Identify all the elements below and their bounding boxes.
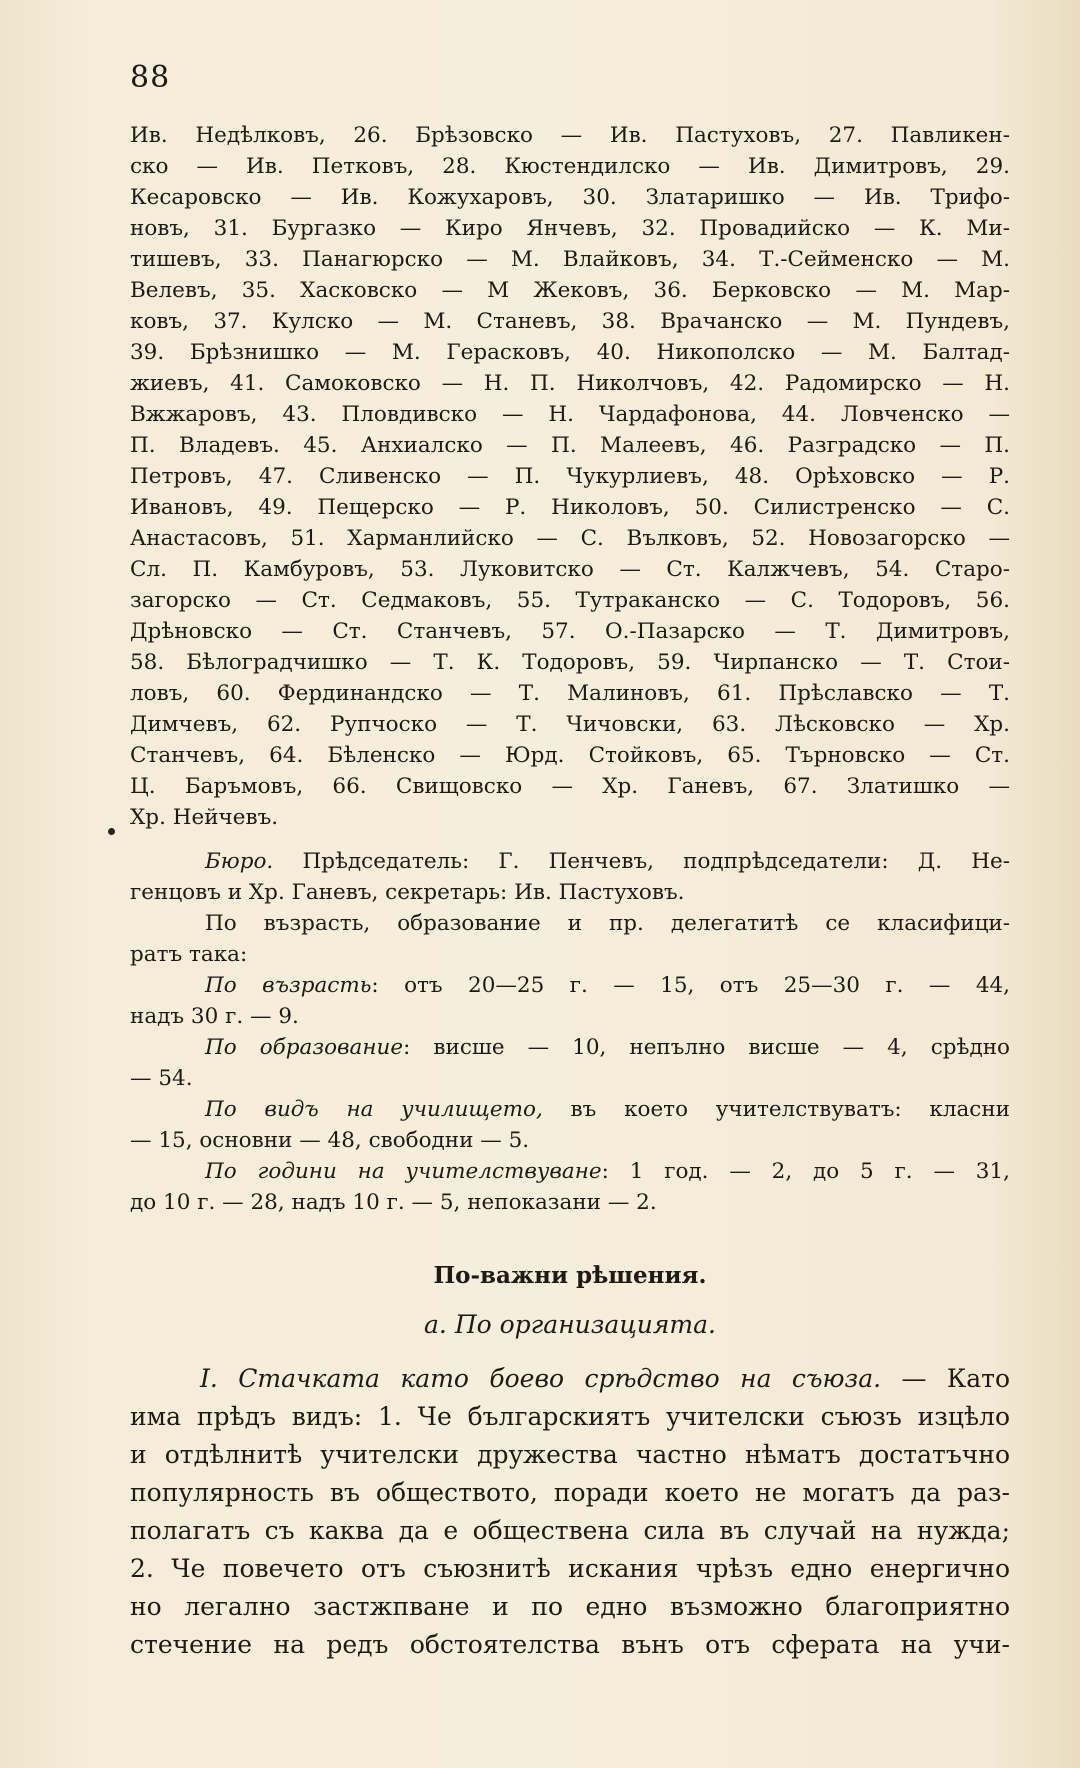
text-line: — 15, основни — 48, свободни — 5. (130, 1128, 530, 1153)
text-line (130, 1094, 1010, 1125)
by-education-text: : висше — 10, непълно висше — 4, срѣдно (403, 1035, 1010, 1060)
classification-paragraph (130, 908, 1010, 970)
text-line: надъ 30 г. — 9. (130, 1004, 299, 1029)
by-years-text: : 1 год. — 2, до 5 г. — 31, (601, 1159, 1010, 1184)
text-line: популярность въ обществото, поради което не могатъ да раз- (130, 1478, 1010, 1507)
text-line: полагатъ съ каква да е обществена сила въ случай на нужда; (130, 1516, 1010, 1545)
text-line: 2. Че повечето отъ съюзнитѣ искания чрѣзъ едно енергично (130, 1554, 1010, 1583)
text-line: Ц. Баръмовъ, 66. Свищовско — Хр. Ганевъ, 67. Златишко — (130, 774, 1010, 799)
text-line: стечение на редъ обстоятелства вънъ отъ сферата на учи- (130, 1630, 1010, 1659)
text-line: ловъ, 60. Фердинандско — Т. Малиновъ, 61. Прѣславско — Т. (130, 681, 1010, 706)
resolution-title: I. Стачката като боево срѣдство на съюза. (200, 1364, 882, 1393)
text-line: Станчевъ, 64. Бѣленско — Юрд. Стойковъ, 65. Търновско — Ст. (130, 743, 1010, 768)
by-years-paragraph (130, 1156, 1010, 1218)
text-line: Петровъ, 47. Сливенско — П. Чукурлиевъ, 48. Орѣховско — Р. (130, 464, 1010, 489)
by-education-label: По образование (205, 1035, 404, 1060)
text-line: Вжжаровъ, 43. Пловдивско — Н. Чардафонова, 44. Ловченско — (130, 402, 1010, 427)
by-age-label: По възрасть (205, 973, 372, 998)
text-line (130, 970, 1010, 1001)
text-line: Велевъ, 35. Хасковско — М Жековъ, 36. Берковско — М. Мар- (130, 278, 1010, 303)
section-heading: По-важни рѣшения. (433, 1262, 707, 1289)
buro-label: Бюро. (205, 849, 274, 874)
text-line: Дрѣновско — Ст. Станчевъ, 57. О.-Пазарско — Т. Димитровъ, (130, 619, 1010, 644)
by-school-paragraph (130, 1094, 1010, 1156)
text-line: Димчевъ, 62. Рупчоско — Т. Чичовски, 63. Лѣсковско — Хр. (130, 712, 1010, 737)
text-line: — 54. (130, 1066, 193, 1091)
text-line (130, 1360, 1010, 1398)
subsection-heading: а. По организацията. (424, 1310, 716, 1339)
text-line: Сл. П. Камбуровъ, 53. Луковитско — Ст. Калжчевъ, 54. Старо- (130, 557, 1010, 582)
page-number: 88 (130, 60, 171, 95)
text-line (130, 846, 1010, 877)
by-education-paragraph (130, 1032, 1010, 1094)
text-line: загорско — Ст. Седмаковъ, 55. Тутраканско — С. Тодоровъ, 56. (130, 588, 1010, 613)
text-line: ковъ, 37. Кулско — М. Станевъ, 38. Врачанско — М. Пундевъ, (130, 309, 1010, 334)
text-line: Анастасовъ, 51. Харманлийско — С. Вълковъ, 52. Новозагорско — (130, 526, 1010, 551)
buro-paragraph (130, 846, 1010, 908)
text-line: и отдѣлнитѣ учителски дружества частно нѣматъ достатъчно (130, 1440, 1010, 1469)
by-school-text: въ което учителствуватъ: класни (542, 1097, 1010, 1122)
text-line: ско — Ив. Петковъ, 28. Кюстендилско — Ив. Димитровъ, 29. (130, 154, 1010, 179)
by-age-text: : отъ 20—25 г. — 15, отъ 25—30 г. — 44, (371, 973, 1010, 998)
text-line: има прѣдъ видъ: 1. Че българскиятъ учителски съюзъ изцѣло (130, 1402, 1010, 1431)
by-school-label: По видъ на училището, (205, 1097, 543, 1122)
text-line: Ив. Недѣлковъ, 26. Брѣзовско — Ив. Пастуховъ, 27. Павликен- (130, 123, 1010, 148)
text-line: Хр. Нейчевъ. (130, 805, 279, 830)
by-age-paragraph (130, 970, 1010, 1032)
text-line: Ивановъ, 49. Пещерско — Р. Николовъ, 50. Силистренско — С. (130, 495, 1010, 520)
delegates-list (130, 120, 1010, 833)
text-line: жиевъ, 41. Самоковско — Н. П. Николчовъ, 42. Радомирско — Н. (130, 371, 1010, 396)
margin-dot (108, 828, 115, 835)
text-line: ратъ така: (130, 942, 248, 967)
text-line: По възрасть, образование и пр. делегатитѣ се класифици- (205, 911, 1010, 936)
resolution-title-rest: — Като (881, 1364, 1010, 1393)
text-line: до 10 г. — 28, надъ 10 г. — 5, непоказани — 2. (130, 1190, 657, 1215)
text-line (130, 1032, 1010, 1063)
text-line: тишевъ, 33. Панагюрско — М. Влайковъ, 34. Т.-Сейменско — М. (130, 247, 1010, 272)
text-line: П. Владевъ. 45. Анхиалско — П. Малеевъ, 46. Разградско — П. (130, 433, 1010, 458)
by-years-label: По години на учителствуване (205, 1159, 602, 1184)
text-line: 39. Брѣзнишко — М. Герасковъ, 40. Никополско — М. Балтад- (130, 340, 1010, 365)
text-line: но легално застжпване и по едно възможно благоприятно (130, 1592, 1010, 1621)
text-line (130, 1156, 1010, 1187)
resolution-paragraph (130, 1360, 1010, 1664)
text-line: новъ, 31. Бургазко — Киро Янчевъ, 32. Провадийско — К. Ми- (130, 216, 1010, 241)
text-line: генцовъ и Хр. Ганевъ, секретарь: Ив. Пастуховъ. (130, 880, 685, 905)
text-line: Кесаровско — Ив. Кожухаровъ, 30. Златаришко — Ив. Трифо- (130, 185, 1010, 210)
buro-text: Прѣдседатель: Г. Пенчевъ, подпрѣдседатели: Д. Не- (302, 849, 1010, 874)
text-line: 58. Бѣлоградчишко — Т. К. Тодоровъ, 59. Чирпанско — Т. Стои- (130, 650, 1010, 675)
